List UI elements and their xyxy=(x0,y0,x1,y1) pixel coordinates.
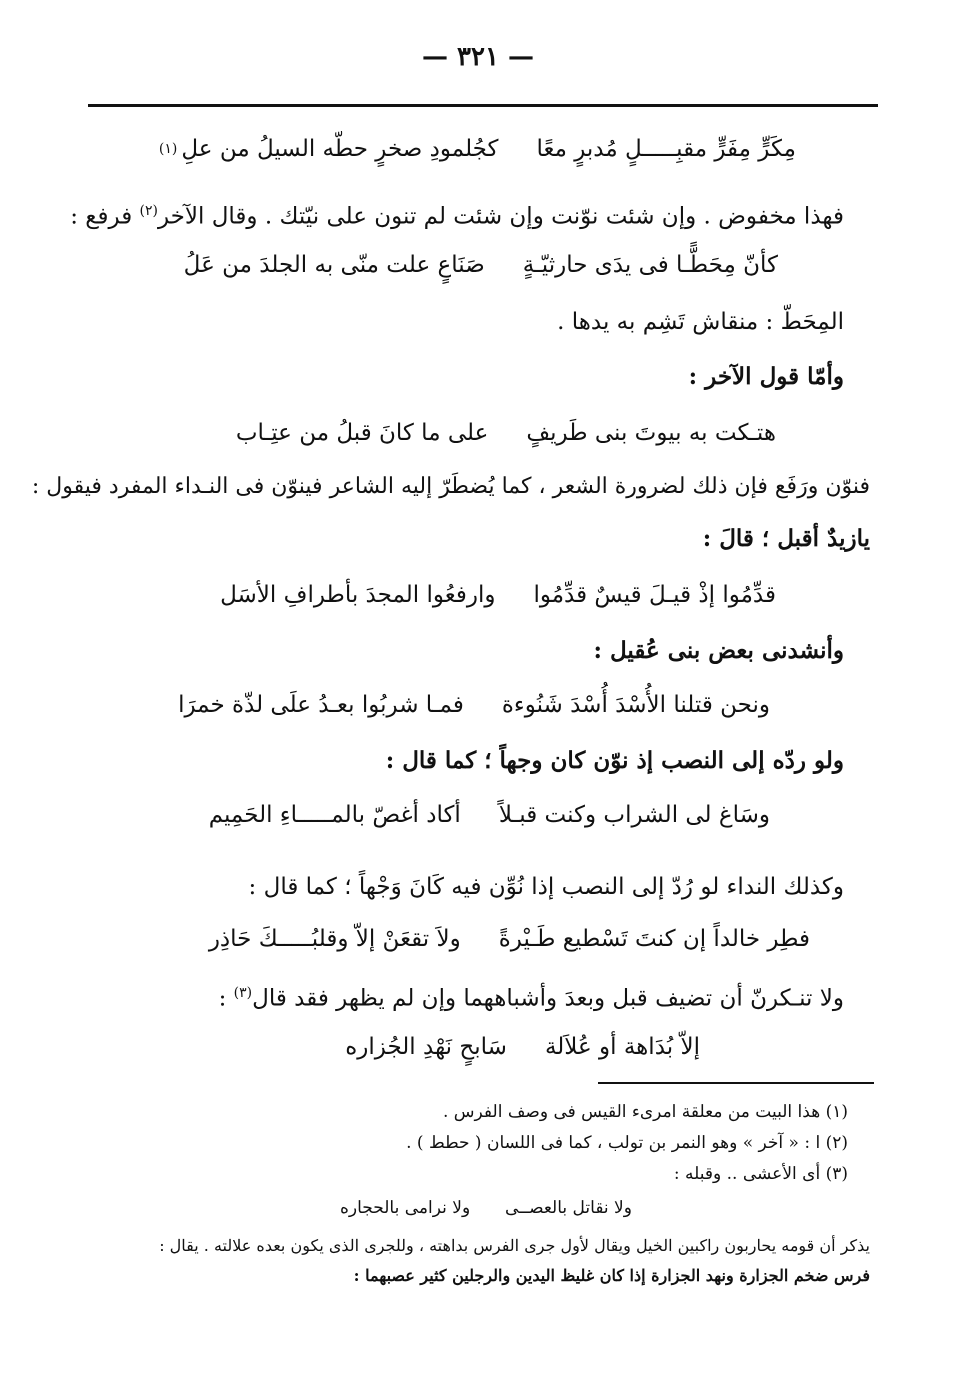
footnote-1: (١) هذا البيت من معلقة امرىء القيس فى وصف الفرس . xyxy=(442,1102,848,1122)
prose-line-16-text: ولا تنـكرنّ أن تضيف قبل وبعدَ وأشباههما وإن لم يظهر فقد قال xyxy=(252,985,844,1012)
verse-17-hemistich-2: سَابحٍ نَهْدِ الجُزاره xyxy=(345,1034,507,1060)
prose-line-2-text: فهذا مخفوض . وإن شئت نوّنت وإن شئت لم تنون على نيّتك . وقال الآخر xyxy=(157,203,844,230)
verse-13-hemistich-1: وسَاغ لى الشراب وكنت قبـلاً xyxy=(498,802,770,828)
footnote-marker-2: (٢) xyxy=(139,203,158,219)
verse-3-hemistich-2: صَنَاعٍ علت منّى به الجلدَ من عَلُ xyxy=(183,252,485,278)
prose-line-16-end: : xyxy=(218,985,227,1012)
prose-line-5: وأمّا قول الآخر : xyxy=(688,363,844,390)
verse-6-hemistich-1: هتـكت به بيوتَ بنى طَريفٍ xyxy=(526,420,776,446)
verse-17-hemistich-1: إلاّ بُدَاهة أو عُلاَلة xyxy=(544,1034,700,1060)
footnote-marker-1: (١) xyxy=(158,141,178,157)
footnote-3-gloss-2: فرس ضخم الجزارة ونهد الجزارة إذا كان غليظ اليدين والرجلين كثير عصبهما : xyxy=(353,1266,870,1285)
verse-line-17 xyxy=(345,1032,700,1062)
verse-1-hemistich-2: كجُلمودِ صخرٍ حطّه السيلُ من علِ xyxy=(181,136,499,162)
header-rule xyxy=(88,104,878,107)
verse-6-hemistich-2: على ما كانَ قبلُ من عتِـاب xyxy=(235,420,489,446)
verse-line-15 xyxy=(209,924,810,954)
verse-13-hemistich-2: أكاد أغصّ بالمـــــاءِ الحَمِيم xyxy=(208,802,461,828)
verse-11-hemistich-2: فمـا شربُوا بعـدُ علَى لذّة خمرَا xyxy=(178,692,464,718)
prose-line-2 xyxy=(70,196,844,232)
verse-15-hemistich-2: ولاَ تقعَنْ إلاّ وقلبُـــــكَ حَاذِر xyxy=(208,926,461,952)
prose-line-8: يازيدٌ أقبل ؛ قالَ : xyxy=(702,525,870,552)
verse-11-hemistich-1: ونحن قتلنا الأُسْدَ أُسْدَ شَنُوءة xyxy=(501,692,770,718)
verse-1-hemistich-1: مِكَرٍّ مِفَرٍّ مقبِـــــلٍ مُدبرٍ معًا xyxy=(536,136,796,162)
prose-line-14: وكذلك النداء لو رُدّ إلى النصب إذا نُوِّن فيه كَانَ وَجْهاً ؛ كما قال : xyxy=(248,874,844,900)
footnote-3-verse-hemistich-2: ولا نرامى بالحجاره xyxy=(340,1198,471,1218)
verse-line-13 xyxy=(209,800,770,830)
verse-line-9 xyxy=(220,580,776,610)
footnote-marker-3: (٣) xyxy=(233,985,253,1001)
prose-line-12: ولو ردّه إلى النصب إذ نوّن كان وجهاً ؛ كما قال : xyxy=(385,747,844,774)
footnote-2: (٢) ا : « آخر » وهو النمر بن تولب ، كما فى اللسان ( حطط ) . xyxy=(406,1133,848,1153)
footnote-rule xyxy=(598,1082,874,1084)
verse-9-hemistich-1: قدِّمُوا إذْ قيـلَ قيسٌ قدِّمُوا xyxy=(533,582,776,608)
verse-line-3 xyxy=(184,250,778,280)
verse-15-hemistich-1: فطِر خالداً إن كنتَ تَسْطيع طَـيْرةً xyxy=(498,926,810,952)
prose-line-4: المِحَطّ : منقاش تَشِم به يدها . xyxy=(557,309,844,335)
verse-line-1 xyxy=(159,134,796,164)
page-number: — ٣٢١ — xyxy=(421,42,535,72)
verse-3-hemistich-1: كأنّ مِحَطًّـا فى يدَى حارثيّـةٍ xyxy=(522,252,778,278)
footnote-3-verse-hemistich-1: ولا نقاتل بالعصــى xyxy=(504,1198,632,1218)
prose-line-7: فنوّن ورَفَع فإن ذلك لضرورة الشعر ، كما يُضطَرّ إليه الشاعر فينوّن فى النـداء المفرد فيقول : xyxy=(31,474,870,499)
verse-9-hemistich-2: وارفعُوا المجدَ بأطرافِ الأسَل xyxy=(220,582,496,608)
verse-line-11 xyxy=(178,690,770,720)
prose-line-16 xyxy=(219,978,844,1014)
prose-line-10: وأنشدنى بعض بنى عُقيل : xyxy=(593,637,844,664)
footnote-3: (٣) أى الأعشى .. وقبله : xyxy=(673,1164,848,1184)
footnote-3-verse xyxy=(340,1196,632,1220)
verse-line-6 xyxy=(236,418,776,448)
footnote-3-gloss-1: يذكر أن قومه يحاربون راكبين الخيل ويقال لأول جرى الفرس بداهته ، وللجرى الذى يكون بعده علالته . يقال : xyxy=(159,1236,870,1255)
prose-line-2-end: فرفع : xyxy=(70,203,133,230)
